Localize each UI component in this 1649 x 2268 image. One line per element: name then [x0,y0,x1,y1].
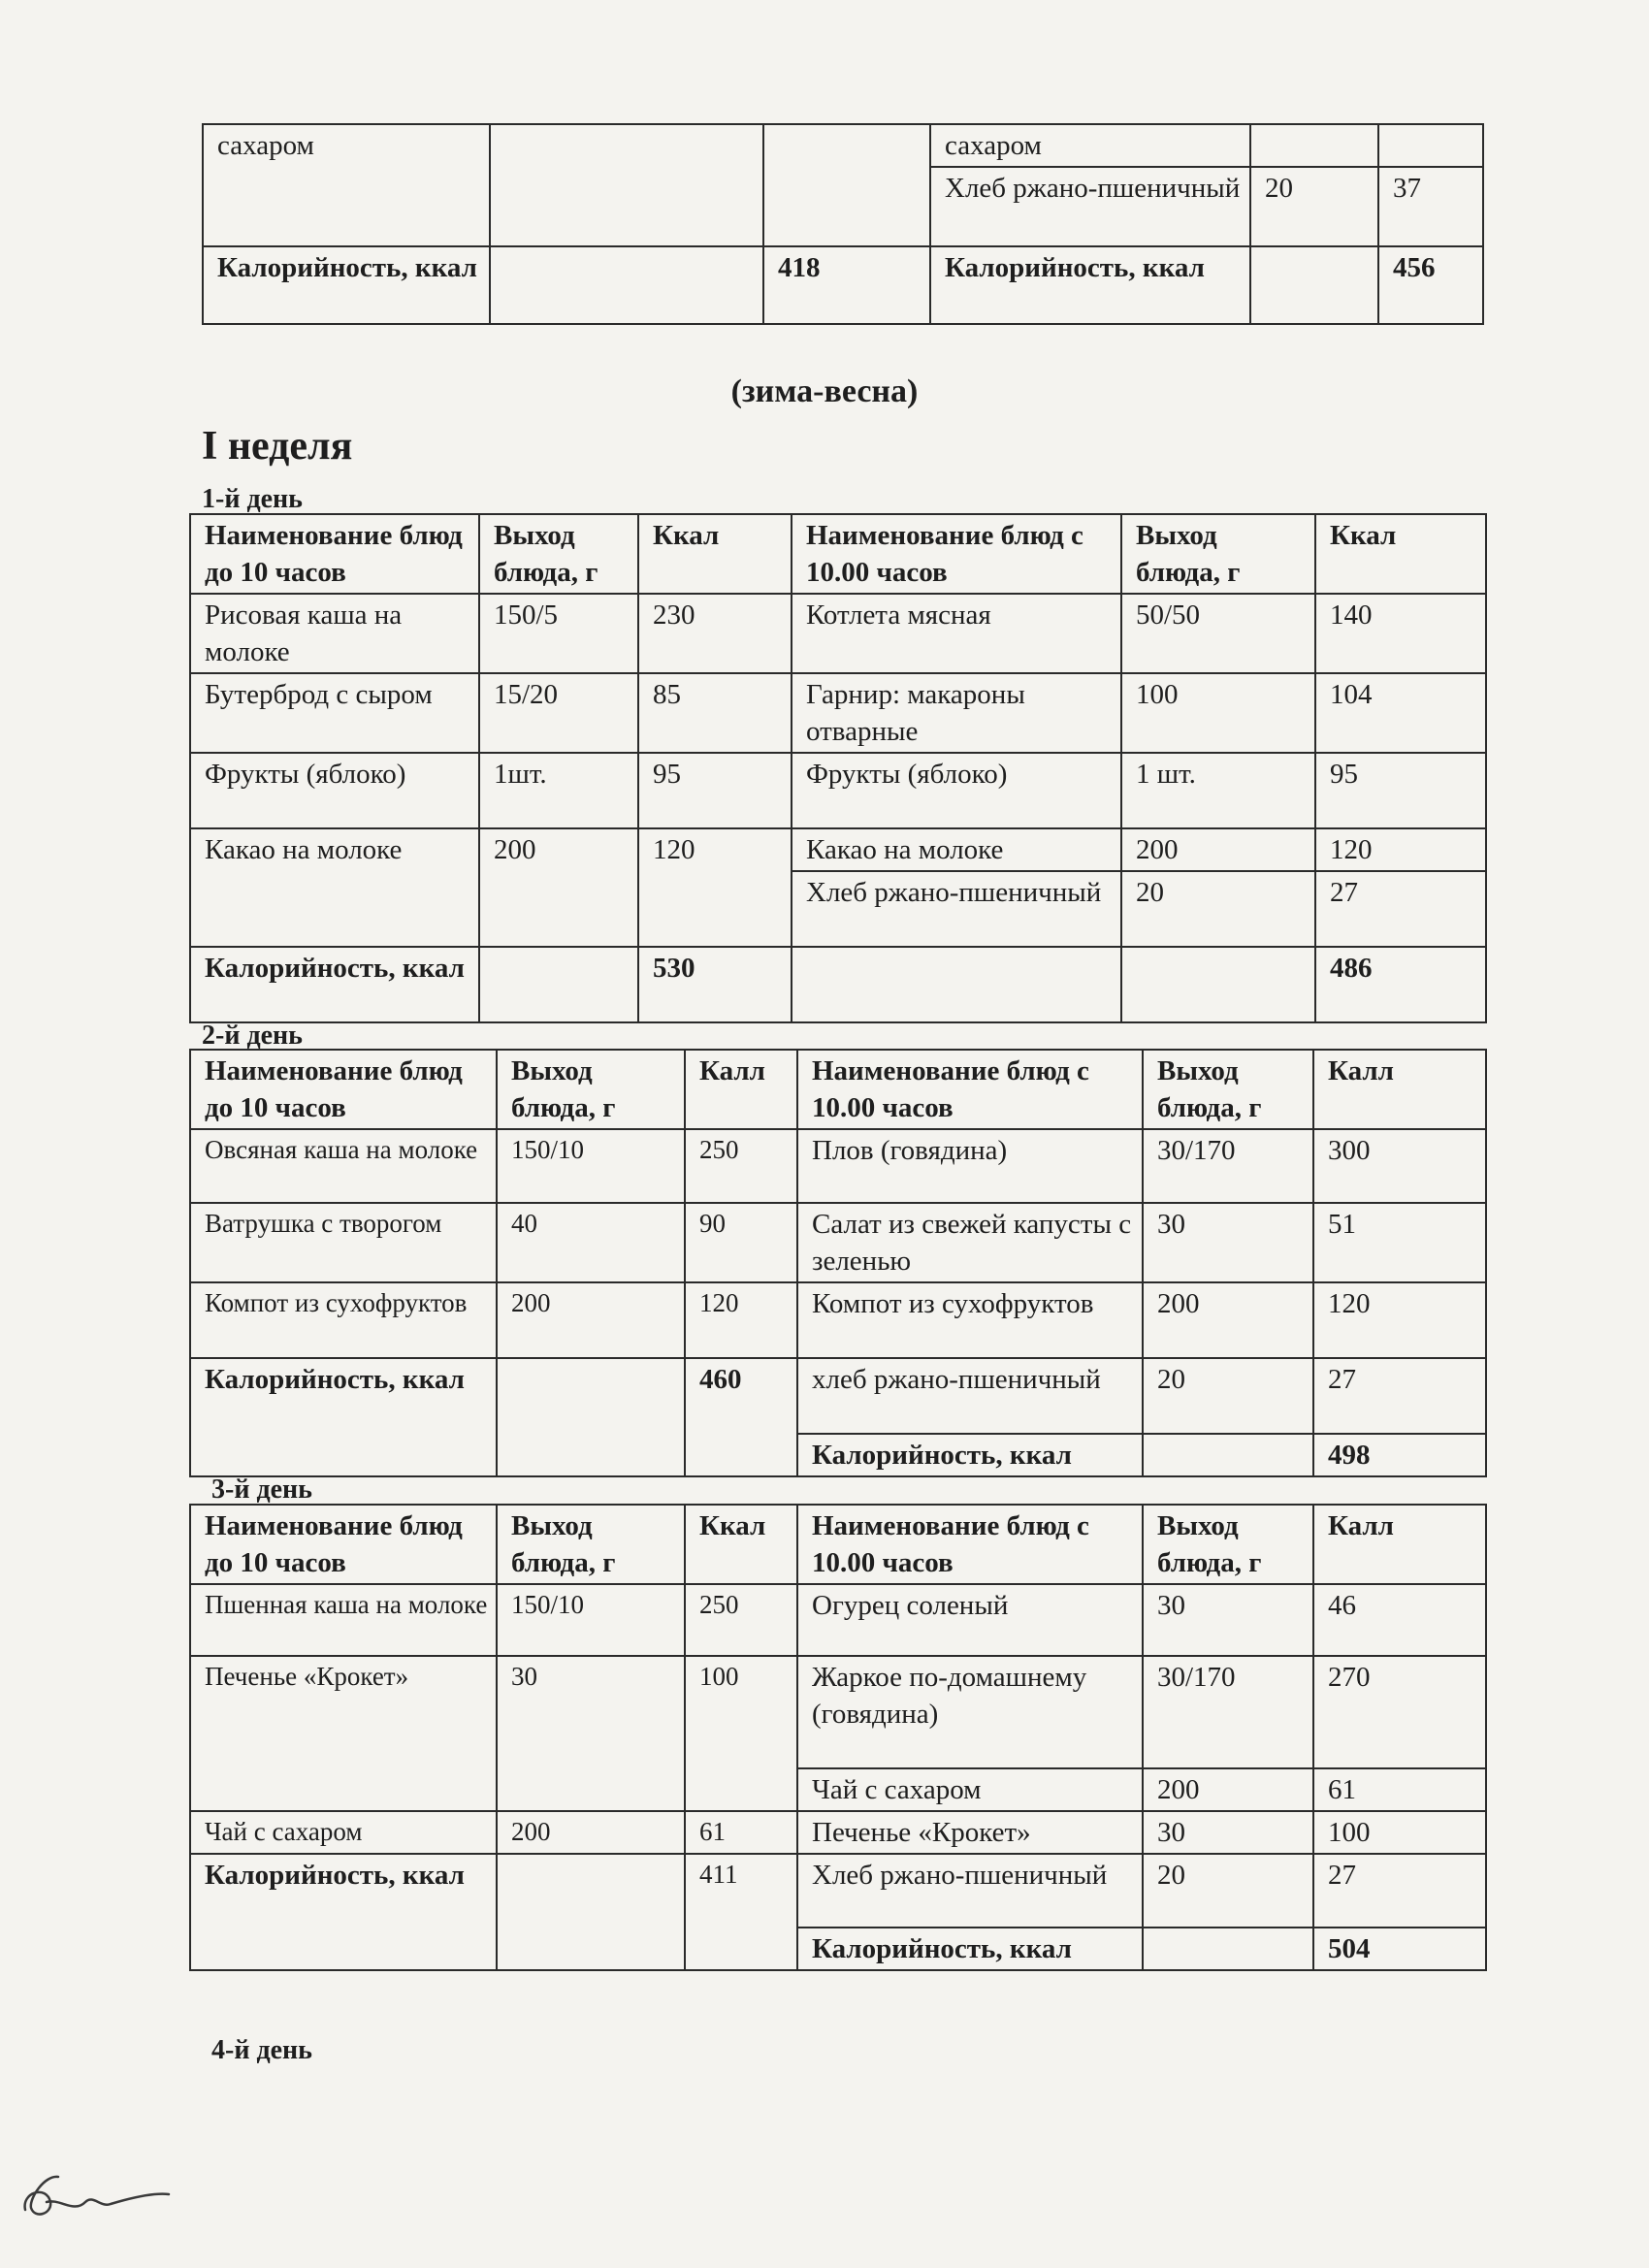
table-cell: 411 [685,1854,797,1970]
table-header-cell: Калл [685,1050,797,1129]
table-cell: 90 [685,1203,797,1282]
table-cell: 30 [1143,1203,1313,1282]
table-header-cell: Ккал [1315,514,1486,594]
table-row [190,1129,1486,1203]
table-cell: Чай с сахаром [190,1811,497,1854]
table-cell: 418 [763,246,930,324]
table-cell: 100 [1313,1811,1486,1854]
table-header-cell: Выход блюда, г [497,1505,685,1584]
table-cell [763,124,930,246]
table-cell: сахаром [203,124,490,246]
table-header-cell: Наименование блюд с 10.00 часов [797,1505,1143,1584]
table-row [203,124,1483,167]
table-header-cell: Калл [1313,1050,1486,1129]
table-cell: Какао на молоке [190,828,479,947]
table-cell: Хлеб ржано-пшеничный [797,1854,1143,1928]
table-cell: Калорийность, ккал [190,1854,497,1970]
table-cell: Огурец соленый [797,1584,1143,1656]
table-cell: Фрукты (яблоко) [190,753,479,828]
table-cell: 200 [479,828,638,947]
table-cell: 120 [1315,828,1486,871]
table-cell: 1 шт. [1121,753,1315,828]
table-cell: 50/50 [1121,594,1315,673]
table-cell: Калорийность, ккал [190,1358,497,1476]
table-cell: 30/170 [1143,1129,1313,1203]
table-header-cell: Ккал [685,1505,797,1584]
table-cell [490,246,763,324]
table-cell: 150/5 [479,594,638,673]
table-cell: 498 [1313,1434,1486,1476]
table-cell: 30 [1143,1811,1313,1854]
table-cell: 200 [1121,828,1315,871]
table-cell: хлеб ржано-пшеничный [797,1358,1143,1434]
table-cell [1250,246,1378,324]
table-row [190,673,1486,753]
table-header-cell: Выход блюда, г [1121,514,1315,594]
table-cell: 250 [685,1584,797,1656]
table-cell: Пшенная каша на молоке [190,1584,497,1656]
table-header-row [190,514,1486,594]
table-cell: 200 [1143,1768,1313,1811]
table-header-cell: Наименование блюд с 10.00 часов [797,1050,1143,1129]
day-3-caption: 3-й день [211,1474,312,1505]
day-3-table [189,1504,1487,1971]
table-header-row [190,1505,1486,1584]
table-cell [792,947,1121,1022]
table-cell: Хлеб ржано-пшеничный [792,871,1121,947]
table-cell: 200 [497,1811,685,1854]
table-row [203,246,1483,324]
table-cell: 456 [1378,246,1483,324]
table-header-cell: Выход блюда, г [479,514,638,594]
table-cell: Котлета мясная [792,594,1121,673]
table-cell: Калорийность, ккал [797,1928,1143,1970]
table-cell: 230 [638,594,792,673]
table-cell: Фрукты (яблоко) [792,753,1121,828]
table-header-cell: Наименование блюд до 10 часов [190,514,479,594]
table-cell: 140 [1315,594,1486,673]
table-cell: 1шт. [479,753,638,828]
table-cell [497,1854,685,1970]
table-cell: 51 [1313,1203,1486,1282]
table-cell: 27 [1315,871,1486,947]
table-cell: 486 [1315,947,1486,1022]
table-cell: 504 [1313,1928,1486,1970]
menu-table-top [202,123,1484,325]
table-cell: Калорийность, ккал [797,1434,1143,1476]
table-cell: 46 [1313,1584,1486,1656]
table-cell: Чай с сахаром [797,1768,1143,1811]
day-1-caption: 1-й день [202,484,303,514]
table-cell: 150/10 [497,1129,685,1203]
table-cell: 200 [1143,1282,1313,1358]
table-cell: 300 [1313,1129,1486,1203]
table-cell: 20 [1121,871,1315,947]
table-cell: 20 [1250,167,1378,246]
table-cell: Гарнир: макароны отварные [792,673,1121,753]
table-header-cell: Калл [1313,1505,1486,1584]
table-cell: 20 [1143,1854,1313,1928]
table-cell: Калорийность, ккал [930,246,1250,324]
table-cell: 530 [638,947,792,1022]
table-cell [1143,1928,1313,1970]
table-cell: 104 [1315,673,1486,753]
table-cell [1378,124,1483,167]
table-cell: 120 [638,828,792,947]
table-cell: сахаром [930,124,1250,167]
signature-mark [17,2163,173,2231]
table-header-cell: Выход блюда, г [1143,1505,1313,1584]
table-header-cell: Ккал [638,514,792,594]
table-cell: 270 [1313,1656,1486,1768]
table-cell: 100 [685,1656,797,1811]
table-cell: Компот из сухофруктов [190,1282,497,1358]
table-cell: Рисовая каша на молоке [190,594,479,673]
week-heading: I неделя [202,424,353,469]
table-cell [490,124,763,246]
table-cell: 120 [1313,1282,1486,1358]
table-header-cell: Выход блюда, г [1143,1050,1313,1129]
table-row [190,828,1486,871]
day-2-caption: 2-й день [202,1021,303,1051]
table-cell: 27 [1313,1358,1486,1434]
table-cell [479,947,638,1022]
day-2-table [189,1049,1487,1477]
table-row [190,947,1486,1022]
table-cell: Плов (говядина) [797,1129,1143,1203]
table-cell: Печенье «Крокет» [190,1656,497,1811]
table-cell: 460 [685,1358,797,1476]
table-cell: Жаркое по-домашнему (говядина) [797,1656,1143,1768]
table-cell [1143,1434,1313,1476]
table-cell: 200 [497,1282,685,1358]
table-cell: 40 [497,1203,685,1282]
day-1-table [189,513,1487,1023]
table-cell: 85 [638,673,792,753]
table-cell: Хлеб ржано-пшеничный [930,167,1250,246]
season-heading: (зима-весна) [730,373,919,409]
table-row [190,1854,1486,1928]
table-row [190,1656,1486,1768]
table-cell: Овсяная каша на молоке [190,1129,497,1203]
table-cell: 37 [1378,167,1483,246]
table-cell: 95 [638,753,792,828]
table-cell: 20 [1143,1358,1313,1434]
table-row [190,1203,1486,1282]
table-cell [1250,124,1378,167]
table-row [190,1811,1486,1854]
table-header-row [190,1050,1486,1129]
table-cell: 61 [685,1811,797,1854]
table-header-cell: Выход блюда, г [497,1050,685,1129]
table-cell: 27 [1313,1854,1486,1928]
table-cell: Печенье «Крокет» [797,1811,1143,1854]
table-cell: Какао на молоке [792,828,1121,871]
table-row [190,1358,1486,1434]
table-cell: Калорийность, ккал [190,947,479,1022]
table-cell: Салат из свежей капусты с зеленью [797,1203,1143,1282]
table-cell: Бутерброд с сыром [190,673,479,753]
table-cell: Ватрушка с творогом [190,1203,497,1282]
table-cell [497,1358,685,1476]
table-cell: 250 [685,1129,797,1203]
table-row [190,1584,1486,1656]
table-row [190,1282,1486,1358]
table-cell: 100 [1121,673,1315,753]
day-4-caption: 4-й день [211,2035,312,2065]
table-cell: 150/10 [497,1584,685,1656]
table-cell [1121,947,1315,1022]
table-cell: Компот из сухофруктов [797,1282,1143,1358]
table-header-cell: Наименование блюд с 10.00 часов [792,514,1121,594]
table-cell: 30/170 [1143,1656,1313,1768]
table-cell: 15/20 [479,673,638,753]
table-cell: 120 [685,1282,797,1358]
table-header-cell: Наименование блюд до 10 часов [190,1505,497,1584]
table-row [190,594,1486,673]
table-cell: 95 [1315,753,1486,828]
table-cell: 30 [1143,1584,1313,1656]
table-header-cell: Наименование блюд до 10 часов [190,1050,497,1129]
table-row [190,753,1486,828]
table-cell: 61 [1313,1768,1486,1811]
table-cell: 30 [497,1656,685,1811]
table-cell: Калорийность, ккал [203,246,490,324]
